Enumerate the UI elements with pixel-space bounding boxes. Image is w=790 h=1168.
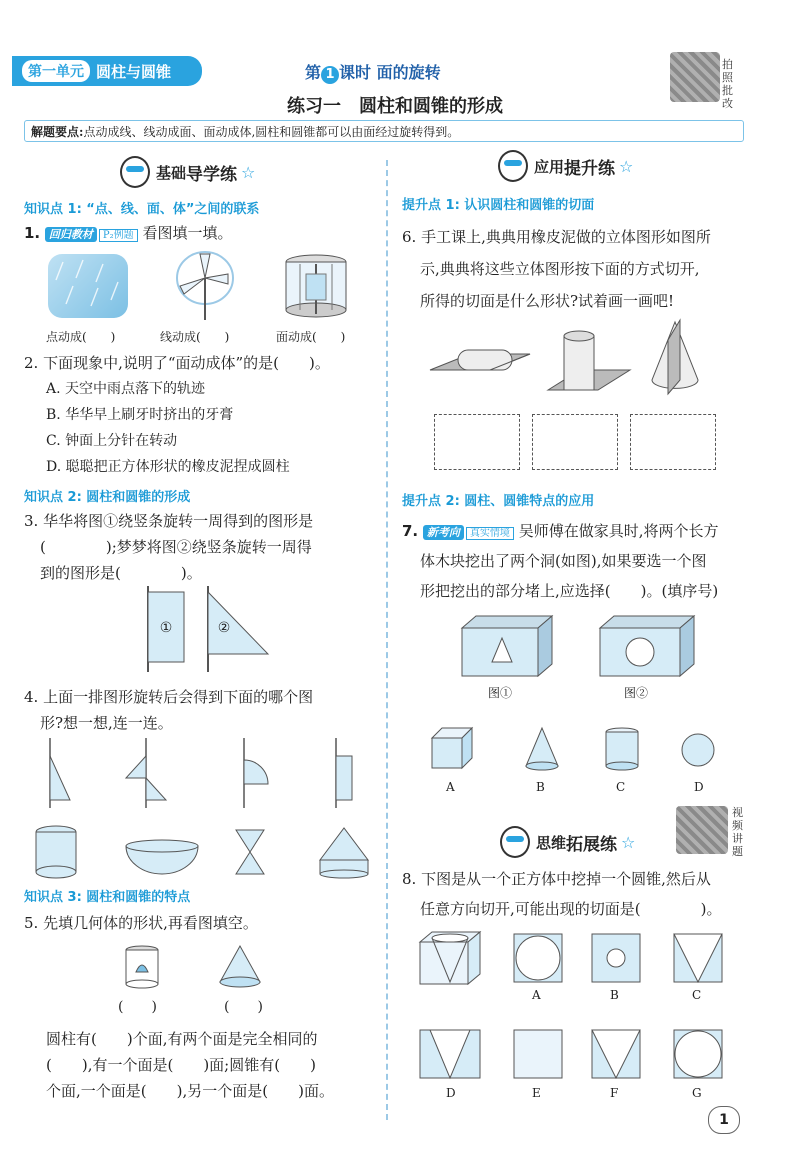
lesson-title: 第 1 课时 面的旋转: [305, 63, 441, 82]
windmill-image: [170, 248, 240, 322]
q7-option-d[interactable]: D: [694, 780, 704, 794]
new-direction-badge: 新考向: [423, 525, 464, 540]
question-8-line-2: 任意方向切开,可能出现的切面是( )。: [420, 900, 722, 918]
figure-1-label: ①: [159, 620, 173, 636]
question-6-line-1: 6. 手工课上,典典用橡皮泥做的立体图形如图所: [402, 228, 711, 246]
q6-solids: [430, 320, 720, 406]
q6-answer-box-1[interactable]: [434, 414, 520, 470]
q2-option-c[interactable]: C. 钟面上分针在转动: [46, 433, 178, 449]
video-qr-label: 视频讲题: [732, 806, 743, 858]
q7-figure-1-label: 图①: [488, 686, 513, 700]
question-5-line-2: ( ),有一个面是( )面;圆锥有( ): [46, 1056, 316, 1074]
q8-option-b[interactable]: B: [610, 988, 619, 1002]
question-5-line-3: 个面,一个面是( ),另一个面是( )面。: [46, 1082, 334, 1100]
unit-number: 第一单元: [22, 60, 90, 82]
q7-wood-blocks: [462, 614, 702, 680]
q2-option-a[interactable]: A. 天空中雨点落下的轨迹: [46, 381, 206, 397]
q8-option-d[interactable]: D: [446, 1086, 456, 1100]
star-icon: ☆: [621, 832, 636, 852]
question-7-line-1: 7. 新考向 真实情境 吴师傅在做家具时,将两个长方: [402, 522, 719, 540]
question-5-line-1: 圆柱有( )个面,有两个面是完全相同的: [46, 1030, 318, 1048]
caption-point: 点动成( ): [46, 330, 116, 344]
page-number: 1: [708, 1106, 740, 1134]
q8-option-g[interactable]: G: [692, 1086, 702, 1100]
unit-name: 圆柱与圆锥: [96, 62, 172, 81]
caption-line: 线动成( ): [160, 330, 230, 344]
q8-bottom-shapes: [420, 1028, 730, 1082]
knowledge-point-2: 知识点 2: 圆柱和圆锥的形成: [24, 490, 191, 505]
question-7-line-3: 形把挖出的部分堵上,应选择( )。(填序号): [420, 582, 719, 600]
q8-option-c[interactable]: C: [692, 988, 702, 1002]
unit-tab: [12, 56, 202, 86]
textbook-badge: 回归教材: [45, 227, 97, 242]
caption-surface: 面动成( ): [276, 330, 346, 344]
column-divider: [386, 160, 388, 1120]
mascot-icon: [120, 156, 150, 188]
q8-top-shapes: [420, 930, 730, 986]
lesson-number: 1: [321, 66, 339, 84]
revolving-door-image: [280, 252, 352, 320]
q6-answer-box-2[interactable]: [532, 414, 618, 470]
q7-option-solids: [432, 728, 722, 772]
qr-label: 拍照批改: [722, 58, 733, 110]
q8-option-a[interactable]: A: [532, 988, 541, 1002]
question-5: 5. 先填几何体的形状,再看图填空。: [24, 914, 258, 932]
q2-option-b[interactable]: B. 华华早上刷牙时挤出的牙膏: [46, 407, 234, 423]
mascot-icon: [498, 150, 528, 182]
q3-figures: [140, 586, 280, 672]
rain-image: [48, 254, 128, 318]
upgrade-point-2: 提升点 2: 圆柱、圆锥特点的应用: [402, 494, 595, 509]
question-4-line-1: 4. 上面一排图形旋转后会得到下面的哪个图: [24, 688, 314, 706]
q4-top-shapes: [36, 738, 376, 808]
question-6-line-3: 所得的切面是什么形状?试着画一画吧!: [420, 292, 675, 310]
q7-option-a[interactable]: A: [446, 780, 455, 794]
q6-answer-box-3[interactable]: [630, 414, 716, 470]
question-3-line-3: 到的图形是( )。: [40, 564, 202, 582]
star-icon: ☆: [241, 162, 256, 182]
upgrade-point-1: 提升点 1: 认识圆柱和圆锥的切面: [402, 198, 595, 213]
q5-solids: [120, 944, 270, 990]
section-apply: 应用 提升练 ☆: [498, 150, 633, 182]
question-3-line-2: ( );梦梦将图②绕竖条旋转一周得: [40, 538, 312, 556]
question-7-line-2: 体木块挖出了两个洞(如图),如果要选一个图: [420, 552, 707, 570]
page-title: 练习一 圆柱和圆锥的形成: [287, 96, 503, 117]
knowledge-point-1: 知识点 1: “点、线、面、体”之间的联系: [24, 202, 260, 217]
star-icon: ☆: [619, 156, 634, 176]
knowledge-point-3: 知识点 3: 圆柱和圆锥的特点: [24, 890, 191, 905]
q2-option-d[interactable]: D. 聪聪把正方体形状的橡皮泥捏成圆柱: [46, 459, 290, 475]
section-basic: 基础 导学练 ☆: [120, 156, 255, 188]
question-3-line-1: 3. 华华将图①绕竖条旋转一周得到的图形是: [24, 512, 314, 530]
question-8-line-1: 8. 下图是从一个正方体中挖掉一个圆锥,然后从: [402, 870, 711, 888]
q4-bottom-solids: [30, 824, 380, 880]
q5-blank-cone[interactable]: ( ): [224, 999, 263, 1015]
section-think: 思维 拓展练 ☆: [500, 826, 635, 858]
q7-figure-2-label: 图②: [624, 686, 649, 700]
figure-2-label: ②: [217, 620, 231, 636]
mascot-icon: [500, 826, 530, 858]
tips-box: 解题要点:点动成线、线动成面、面动成体,圆柱和圆锥都可以由面经过旋转得到。: [24, 120, 744, 142]
question-4-line-2: 形?想一想,连一连。: [40, 714, 173, 732]
video-qr-icon[interactable]: [676, 806, 728, 854]
question-6-line-2: 示,典典将这些立体图形按下面的方式切开,: [420, 260, 700, 278]
question-2: 2. 下面现象中,说明了“面动成体”的是( )。: [24, 354, 330, 372]
q5-blank-cylinder[interactable]: ( ): [118, 999, 157, 1015]
q8-option-f[interactable]: F: [610, 1086, 619, 1100]
question-1: 1. 回归教材 P₂例题 看图填一填。: [24, 224, 233, 242]
q7-option-b[interactable]: B: [536, 780, 545, 794]
q8-option-e[interactable]: E: [532, 1086, 541, 1100]
q7-option-c[interactable]: C: [616, 780, 626, 794]
